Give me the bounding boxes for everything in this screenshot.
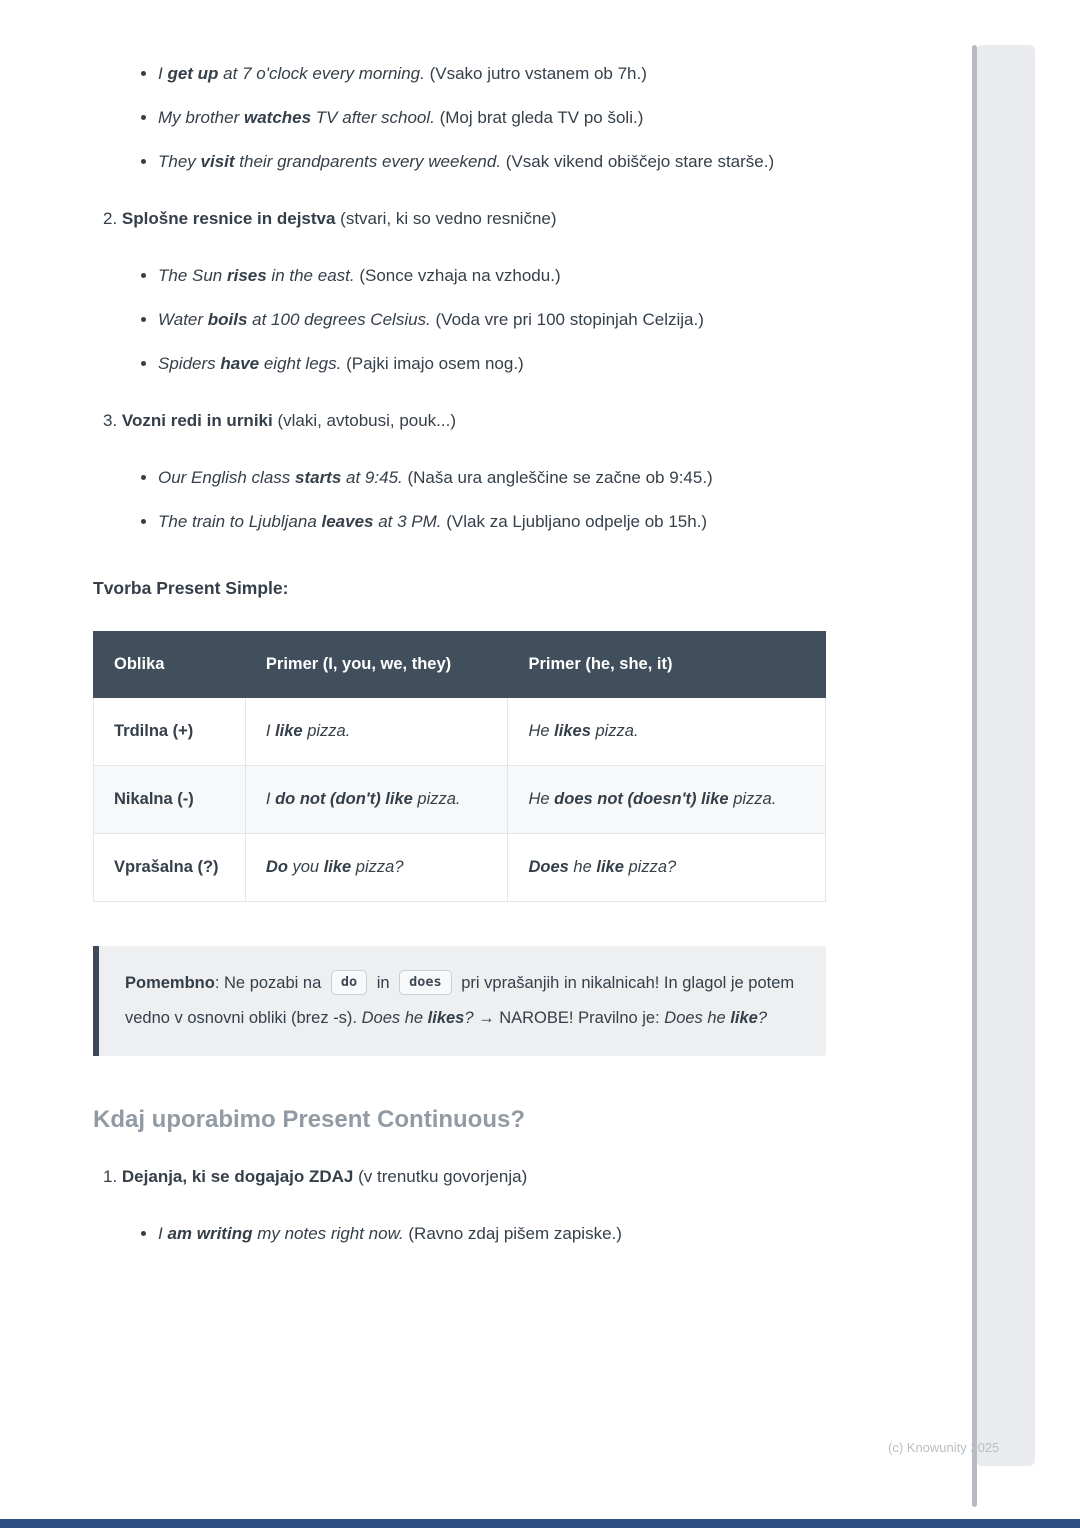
heading-tvorba-present-simple: Tvorba Present Simple: (93, 578, 289, 598)
table-cell (245, 766, 508, 834)
text-segment: eight legs. (259, 354, 342, 373)
numbered-item-schedules (93, 404, 826, 437)
text-segment: pizza. (590, 722, 639, 740)
text-segment: Do (265, 858, 288, 876)
table-row-label: Nikalna (-) (94, 766, 246, 834)
text-segment: watches (243, 108, 312, 127)
text-segment: boils (207, 310, 248, 329)
text-segment: Spiders (158, 354, 221, 373)
text-segment: in the east. (266, 266, 355, 285)
text-segment: am writing (167, 1224, 253, 1243)
text-segment: pizza. (302, 722, 351, 740)
text-segment: Does he (664, 1009, 731, 1027)
text-segment: like (730, 1009, 758, 1027)
table-cell (508, 766, 826, 834)
bullet-item (158, 145, 781, 178)
text-segment: at 9:45. (341, 468, 403, 487)
text-segment: (stvari, ki so vedno resnične) (335, 209, 557, 228)
text-segment: I (158, 64, 168, 83)
numbered-item-general-truths (93, 202, 826, 235)
present-simple-forms-table (93, 631, 826, 902)
table-cell (508, 698, 826, 766)
text-segment: He (528, 790, 555, 808)
text-segment: (Vsak vikend obiščejo stare starše.) (501, 152, 775, 171)
table-header-primer-plural: Primer (I, you, we, they) (245, 632, 508, 698)
text-segment: Splošne resnice in dejstva (121, 209, 336, 228)
text-segment: 2. (103, 209, 122, 228)
text-segment: Pomembno (125, 974, 215, 992)
text-segment: (Ravno zdaj pišem zapiske.) (403, 1224, 622, 1243)
table-row (94, 766, 826, 834)
text-segment: I (158, 1224, 168, 1243)
text-segment: (Vsako jutro vstanem ob 7h.) (424, 64, 647, 83)
text-segment: ? (464, 1009, 474, 1027)
bullet-list-actions-now (93, 1217, 826, 1250)
text-segment: (Moj brat gleda TV po šoli.) (434, 108, 644, 127)
table-cell (245, 698, 508, 766)
text-segment: My brother (158, 108, 244, 127)
text-segment: like (323, 858, 352, 876)
text-segment: does not (doesn't) like (554, 790, 729, 808)
text-segment: He (528, 722, 555, 740)
text-segment: he (568, 858, 597, 876)
text-segment: : Ne pozabi na (214, 974, 326, 992)
bullet-list-general-truths (93, 259, 826, 380)
text-segment: pizza. (728, 790, 777, 808)
callout-text (125, 966, 800, 1036)
bullet-item (158, 101, 781, 134)
text-segment: (Naša ura angleščine se začne ob 9:45.) (402, 468, 713, 487)
text-segment: my notes right now. (252, 1224, 404, 1243)
text-segment: (Vlak za Ljubljano odpelje ob 15h.) (441, 512, 708, 531)
text-segment: Water (158, 310, 208, 329)
text-segment: get up (167, 64, 219, 83)
bullet-list-daily-routines (93, 57, 826, 178)
text-segment: Vozni redi in urniki (121, 411, 273, 430)
text-segment: pizza? (623, 858, 677, 876)
text-segment: The Sun (158, 266, 227, 285)
bullet-item (158, 505, 781, 538)
text-segment: (v trenutku govorjenja) (353, 1167, 528, 1186)
bullet-item (158, 259, 781, 292)
bullet-item (158, 347, 781, 380)
text-segment: likes (427, 1009, 465, 1027)
text-segment: at 100 degrees Celsius. (247, 310, 431, 329)
important-note-callout (93, 946, 826, 1056)
text-segment: their grandparents every weekend. (234, 152, 502, 171)
text-segment: 3. (103, 411, 122, 430)
text-segment: (Voda vre pri 100 stopinjah Celzija.) (430, 310, 704, 329)
table-row (94, 698, 826, 766)
table-header-oblika: Oblika (94, 632, 246, 698)
table-row-label: Trdilna (+) (94, 698, 246, 766)
text-segment: like (596, 858, 624, 876)
text-segment: do not (don't) like (275, 790, 413, 808)
text-segment: pizza. (412, 790, 461, 808)
bullet-item (158, 57, 781, 90)
text-segment: Our English class (158, 468, 295, 487)
inline-code-chip: do (331, 970, 367, 995)
text-segment: They (158, 152, 201, 171)
text-segment: I (265, 790, 276, 808)
table-row-label: Vprašalna (?) (94, 834, 246, 902)
text-segment: at 3 PM. (373, 512, 442, 531)
heading-present-continuous: Kdaj uporabimo Present Continuous? (93, 1106, 526, 1133)
text-segment: like (275, 722, 303, 740)
bullet-list-schedules (93, 461, 826, 538)
text-segment: Does he (361, 1009, 428, 1027)
text-segment: have (220, 354, 260, 373)
text-segment: rises (227, 266, 267, 285)
text-segment: ? (757, 1009, 768, 1027)
text-segment: 1. (103, 1167, 122, 1186)
bullet-item (158, 303, 781, 336)
table-cell (245, 834, 508, 902)
text-segment: (vlaki, avtobusi, pouk...) (272, 411, 457, 430)
text-segment: leaves (321, 512, 374, 531)
copyright-watermark: (c) Knowunity 2025 (888, 1440, 1000, 1455)
inline-code-chip: does (399, 970, 452, 995)
text-segment: (Pajki imajo osem nog.) (341, 354, 524, 373)
text-segment: TV after school. (311, 108, 435, 127)
table-header-row (94, 632, 826, 698)
text-segment: starts (295, 468, 342, 487)
table-row (94, 834, 826, 902)
text-segment: at 7 o'clock every morning. (218, 64, 425, 83)
text-segment: pri vprašanjih in nikalnicah! In glagol je potem vedno v osnovni obliki (brez -s). (125, 974, 795, 1027)
text-segment: you (287, 858, 324, 876)
bullet-item (158, 461, 781, 494)
text-segment: likes (554, 722, 591, 740)
text-segment: The train to Ljubljana (158, 512, 322, 531)
text-segment: → NAROBE! Pravilno je: (473, 1009, 665, 1027)
text-segment: pizza? (351, 858, 404, 876)
table-header-primer-singular: Primer (he, she, it) (508, 632, 826, 698)
bottom-blue-bar (0, 1519, 1080, 1528)
text-segment: visit (200, 152, 235, 171)
text-segment: (Sonce vzhaja na vzhodu.) (354, 266, 561, 285)
text-segment: in (372, 974, 395, 992)
text-segment: I (265, 722, 276, 740)
notes-document (93, 57, 826, 1274)
numbered-item-actions-now (93, 1160, 826, 1193)
text-segment: Does (528, 858, 569, 876)
text-segment: Dejanja, ki se dogajajo ZDAJ (121, 1167, 354, 1186)
table-cell (508, 834, 826, 902)
scrollbar-track[interactable] (976, 45, 1035, 1466)
scrollbar-thumb[interactable] (972, 45, 977, 1507)
bullet-item (158, 1217, 781, 1250)
